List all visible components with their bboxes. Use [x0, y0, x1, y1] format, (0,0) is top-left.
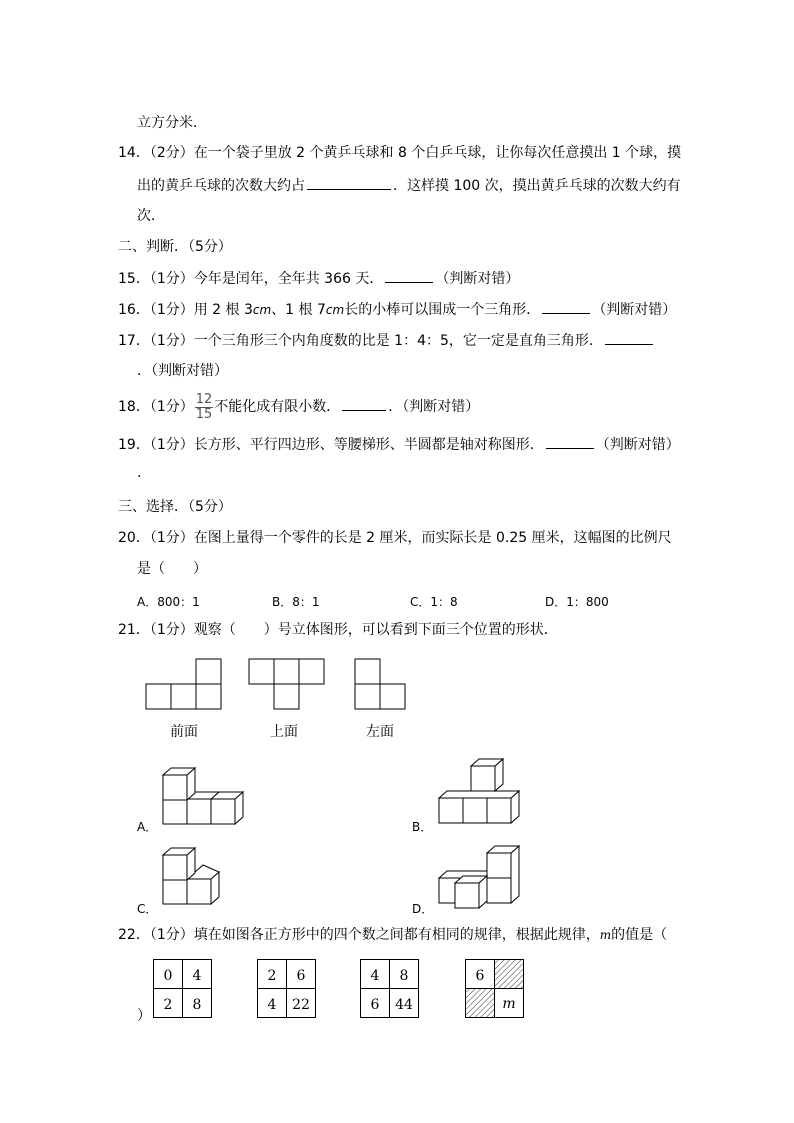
- q14-line1: 14．（2分）在一个袋子里放 2 个黄乒乓球和 8 个白乒乓球，让你每次任意摸出 1 个球，摸: [118, 145, 682, 161]
- q20-option-a[interactable]: A．800：1: [137, 595, 200, 609]
- q22-var: m: [599, 928, 612, 942]
- q22-text-b: 的值是（: [611, 927, 668, 943]
- sq1-tl: 0: [163, 968, 173, 984]
- q16-text-c: 长的小棒可以围成一个三角形．: [344, 302, 541, 318]
- q15-judge: （判断对错）: [435, 271, 520, 287]
- section-3-title: 三、选择．（5分）: [118, 499, 232, 515]
- solid-figure-c[interactable]: [160, 845, 240, 907]
- q16-judge: （判断对错）: [592, 302, 677, 318]
- q20-line2: 是（ ）: [137, 561, 207, 577]
- q18: [118, 392, 479, 422]
- q15: [118, 268, 519, 289]
- q22-line1: [118, 925, 667, 945]
- q16: [118, 299, 676, 320]
- sq4-hatch-bl: [466, 989, 495, 1018]
- sq1-bl: 2: [163, 997, 173, 1013]
- q21-option-c-label[interactable]: C．: [137, 902, 158, 916]
- q16-text-a: 16．（1分）用 2 根 3: [118, 302, 253, 318]
- solid-figure-a[interactable]: [160, 765, 260, 827]
- q19-text: 19．（1分）长方形、平行四边形、等腰梯形、半圆都是轴对称图形．: [118, 437, 544, 453]
- q16-blank[interactable]: [542, 299, 590, 314]
- q14-line2: [137, 175, 681, 196]
- number-square-1: [153, 959, 213, 1019]
- q19: [118, 434, 680, 455]
- q14-blank-1[interactable]: [307, 175, 391, 190]
- q14-line2-b: ．这样摸 100 次，摸出黄乒乓球的次数大约有: [393, 178, 681, 194]
- q14-line3: 次．: [137, 208, 165, 224]
- q17-blank[interactable]: [605, 330, 653, 345]
- q19-blank[interactable]: [546, 434, 594, 449]
- sq3-tl: 4: [370, 968, 380, 984]
- view-label-top: 上面: [270, 724, 298, 740]
- front-view-figure: [145, 658, 225, 710]
- q20-line1: 20．（1分）在图上量得一个零件的长是 2 厘米，而实际长是 0.25 厘米，这幅图的比例尺: [118, 530, 672, 546]
- q21-option-d-label[interactable]: D．: [412, 902, 434, 916]
- sq2-tr: 6: [296, 968, 306, 984]
- q18-fraction: [195, 393, 214, 422]
- q22-close-paren: ）: [137, 1008, 151, 1024]
- q19-judge: （判断对错）: [595, 437, 680, 453]
- q21-option-a-label[interactable]: A．: [137, 820, 158, 834]
- q16-unit-1: cm: [252, 303, 272, 317]
- solid-figure-d[interactable]: [436, 843, 536, 913]
- q13-tail: 立方分米．: [137, 115, 207, 131]
- section-2-title: 二、判断．（5分）: [118, 239, 232, 255]
- sq4-tl: 6: [475, 968, 485, 984]
- left-view-figure: [354, 658, 410, 710]
- sq1-tr: 4: [192, 968, 202, 984]
- q16-unit-2: cm: [325, 303, 345, 317]
- sq2-bl: 4: [267, 997, 277, 1013]
- q20-option-d[interactable]: D．1：800: [545, 595, 609, 609]
- q18-denominator: 15: [195, 406, 213, 422]
- sq3-br: 44: [395, 997, 413, 1013]
- sq4-br: m: [502, 996, 516, 1012]
- q18-judge: ．（判断对错）: [388, 399, 480, 415]
- view-label-left: 左面: [366, 724, 394, 740]
- q18-numerator: 12: [195, 391, 213, 407]
- q21-line1: 21．（1分）观察（ ）号立体图形，可以看到下面三个位置的形状．: [118, 622, 558, 638]
- q15-blank[interactable]: [385, 268, 433, 283]
- q20-option-c[interactable]: C．1：8: [410, 595, 458, 609]
- q17-text: 17．（1分）一个三角形三个内角度数的比是 1：4：5，它一定是直角三角形．: [118, 333, 603, 349]
- top-view-figure: [248, 658, 328, 710]
- sq1-br: 8: [192, 997, 202, 1013]
- q21-option-b-label[interactable]: B．: [412, 820, 433, 834]
- sq2-br: 22: [292, 997, 310, 1013]
- q16-text-b: 、1 根 7: [271, 302, 326, 318]
- number-square-2: [257, 959, 317, 1019]
- q18-text-b: 不能化成有限小数．: [214, 399, 341, 415]
- q14-line2-a: 出的黄乒乓球的次数大约占: [137, 178, 305, 194]
- view-label-front: 前面: [170, 724, 198, 740]
- sq3-bl: 6: [370, 997, 380, 1013]
- number-square-4: [465, 959, 525, 1019]
- q17-judge: ．（判断对错）: [137, 363, 228, 379]
- q18-text-a: 18．（1分）: [118, 399, 194, 415]
- q15-text: 15．（1分）今年是闰年，全年共 366 天．: [118, 271, 384, 287]
- q20-option-b[interactable]: B．8：1: [272, 595, 320, 609]
- number-square-3: [360, 959, 420, 1019]
- q18-blank[interactable]: [342, 396, 386, 411]
- sq4-hatch-tr: [495, 960, 524, 989]
- solid-figure-b[interactable]: [436, 757, 536, 827]
- q19-tail: ．: [137, 465, 151, 481]
- sq3-tr: 8: [399, 968, 409, 984]
- sq2-tl: 2: [267, 968, 277, 984]
- q17-line1: [118, 330, 655, 351]
- q22-text-a: 22．（1分）填在如图各正方形中的四个数之间都有相同的规律，根据此规律，: [118, 927, 600, 943]
